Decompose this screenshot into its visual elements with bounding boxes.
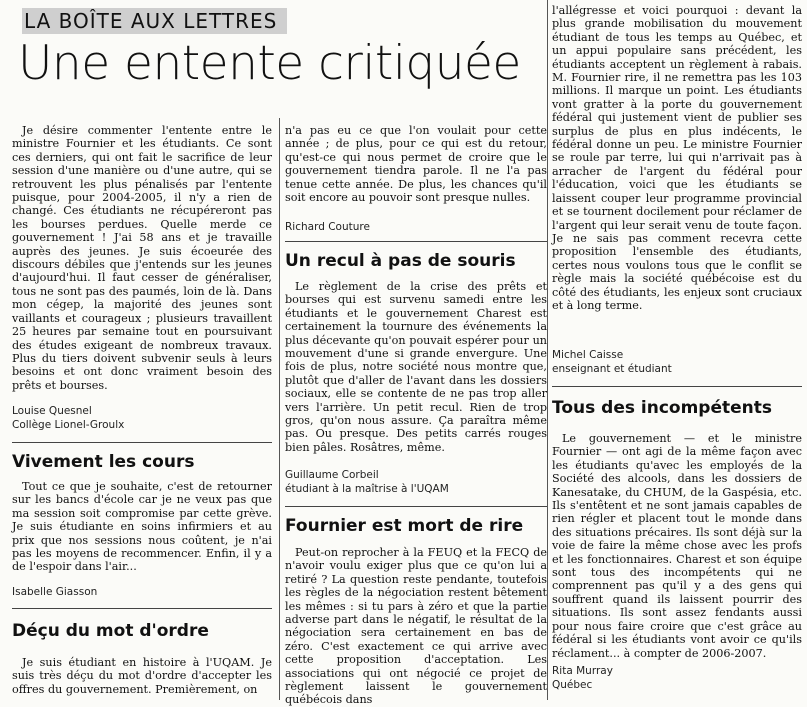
author-name: Guillaume Corbeil xyxy=(285,469,379,481)
author-name: Louise Quesnel xyxy=(12,405,92,417)
letter-giasson xyxy=(12,480,272,574)
letter-title: Tous des incompétents xyxy=(552,398,772,418)
separator xyxy=(552,386,802,387)
author-affiliation: Collège Lionel-Groulx xyxy=(12,419,125,431)
letter-title: Vivement les cours xyxy=(12,452,195,472)
signature xyxy=(12,404,272,432)
letter-murray xyxy=(552,432,802,660)
separator xyxy=(285,506,547,507)
column-divider xyxy=(547,0,548,700)
author-name: Richard Couture xyxy=(285,221,370,233)
letter-couture xyxy=(12,656,272,696)
letter-body: Le gouvernement — et le ministre Fournier — ont agi de la même façon avec les étudiants qu'avec les employés de la Société des alcools, dans les dossiers de Kanesatake, du CHUM, de la Gaspésia, etc. Ils s'entêtent et ne sont jamais capables de rien régler et placent tout le monde dans des situations précaires. Ils sont déjà sur la voie de faire la même chose avec les profs et les fonctionnaires. Charest et son équipe sont tous des incompétents qui ne comprennent pas qu'il y a des gens qui souffrent quand ils laissent pourrir des situations. Ils sont assez fendants aussi pour nous faire croire que c'est grâce au fédéral si les étudiants vont avoir ce qu'ils réclament... à compter de 2006-2007. xyxy=(552,432,802,660)
letter-title: Fournier est mort de rire xyxy=(285,516,524,536)
letter-body: Tout ce que je souhaite, c'est de retourner sur les bancs d'école car je ne veux pas que ma session soit compromise par cette grève. Je suis étudiante en soins infirmiers et au prix que nos sessions nous coûtent, je n'ai pas les moyens de recommencer. Enfin, il y a de l'espoir dans l'air... xyxy=(12,480,272,574)
author-name: Michel Caisse xyxy=(552,349,624,361)
separator xyxy=(12,608,272,609)
letter-body: l'allégresse et voici pourquoi : devant la plus grande mobilisation du mouvement étudiant de tous les temps au Québec, et un appui populaire sans précédent, les étudiants acceptent un règlement à rabais. M. Fournier rire, il ne remettra pas les 103 millions. Il marque un point. Les étudiants vont gratter à la porte du gouvernement fédéral qui justement vient de publier ses surplus de plus en plus indécents, le fédéral donne un peu. Le ministre Fournier se roule par terre, lui qui n'arrivait pas à arracher de l'argent du fédéral pour l'éducation, voici que les étudiants se laissent couper leur programme provincial et se tournent docilement pour réclamer de l'argent qui leur serait venu de toute façon. Je ne sais pas comment recevra cette proposition l'ensemble des étudiants, certes nous voulons tous que le conflit se règle mais la société québécoise est du côté des étudiants, les enjeux sont cruciaux et à long terme. xyxy=(552,4,802,312)
author-affiliation: enseignant et étudiant xyxy=(552,363,672,375)
signature xyxy=(552,348,802,376)
separator xyxy=(285,241,547,242)
letter-title: Déçu du mot d'ordre xyxy=(12,621,209,641)
letter-corbeil xyxy=(285,280,547,454)
letter-quesnel xyxy=(12,124,272,392)
letter-body: Le règlement de la crise des prêts et bourses qui est survenu samedi entre les étudiants et le gouvernement Charest est certainement la tournure des événements la plus décevante qu'on pouvait espérer pour un mouvement d'une si grande envergure. Une fois de plus, notre société nous montre que, plutôt que d'aller de l'avant dans les dossiers sociaux, elle se contente de ne pas trop aller vers l'arrière. Un petit recul. Rien de trop gros, qu'on nous assure. Ça paraîtra même pas. Ou presque. Des petits carrés rouges bien pâles. Rosâtres, même. xyxy=(285,280,547,454)
letter-body: Je suis étudiant en histoire à l'UQAM. Je suis très déçu du mot d'ordre d'accepter les offres du gouvernement. Premièrement, on xyxy=(12,656,272,696)
author-affiliation: étudiant à la maîtrise à l'UQAM xyxy=(285,483,449,495)
author-name: Rita Murray xyxy=(552,665,613,677)
signature xyxy=(285,220,547,234)
letter-continuation xyxy=(552,4,802,312)
column-3 xyxy=(552,0,802,700)
author-name: Isabelle Giasson xyxy=(12,586,98,598)
letter-title: Un recul à pas de souris xyxy=(285,251,516,271)
signature xyxy=(552,664,802,692)
column-divider xyxy=(279,118,280,700)
letter-body: Peut-on reprocher à la FEUQ et la FECQ de n'avoir voulu exiger plus que ce qu'on lui a retiré ? La question reste pendante, toutefois les règles de la négociation restent bêtement les mêmes : si tu pars à zéro et que la partie adverse part dans le négatif, le résultat de la négociation sera certainement en bas de zéro. C'est exactement ce qui arrive avec cette proposition d'acceptation. Les associations qui ont négocié ce projet de règlement laissent le gouvernement québécois dans xyxy=(285,546,547,707)
column-1 xyxy=(12,0,272,700)
section-label: LA BOÎTE AUX LETTRES xyxy=(22,8,287,34)
separator xyxy=(12,442,272,443)
signature xyxy=(12,585,272,599)
letter-body: n'a pas eu ce que l'on voulait pour cette année ; de plus, pour ce qui est du retour, qu'est-ce qui nous permet de croire que le gouvernement tiendra parole. Il ne l'a pas tenue cette année. De plus, les chances qu'il soit encore au pouvoir sont presque nulles. xyxy=(285,124,547,205)
letter-fournier xyxy=(285,546,547,707)
column-2 xyxy=(285,0,547,707)
letter-continuation xyxy=(285,124,547,204)
author-affiliation: Québec xyxy=(552,679,593,691)
letter-body: Je désire commenter l'entente entre le ministre Fournier et les étudiants. Ce sont ces derniers, qui ont fait le sacrifice de leur session d'une manière ou d'une autre, qui se retrouvent les plus pénalisés par l'entente puisque, pour 2004-2005, il n'y a rien de changé. Ces étudiants ne récupéreront pas les bourses perdues. Quelle merde ce gouvernement ! J'ai 58 ans et je travaille auprès des jeunes. Je suis écoeurée des discours débiles que j'entends sur les jeunes d'aujourd'hui. Il faut cesser de généraliser, tous ne sont pas des paumés, loin de là. Dans mon cégep, la majorité des jeunes sont vaillants et courageux ; plusieurs travaillent 25 heures par semaine tout en poursuivant des études exigeant de nombreux travaux. Plus du tiers doivent subvenir seuls à leurs besoins et ont donc vraiment besoin des prêts et bourses. xyxy=(12,124,272,392)
page-headline: Une entente critiquée xyxy=(18,36,521,91)
signature xyxy=(285,468,547,496)
